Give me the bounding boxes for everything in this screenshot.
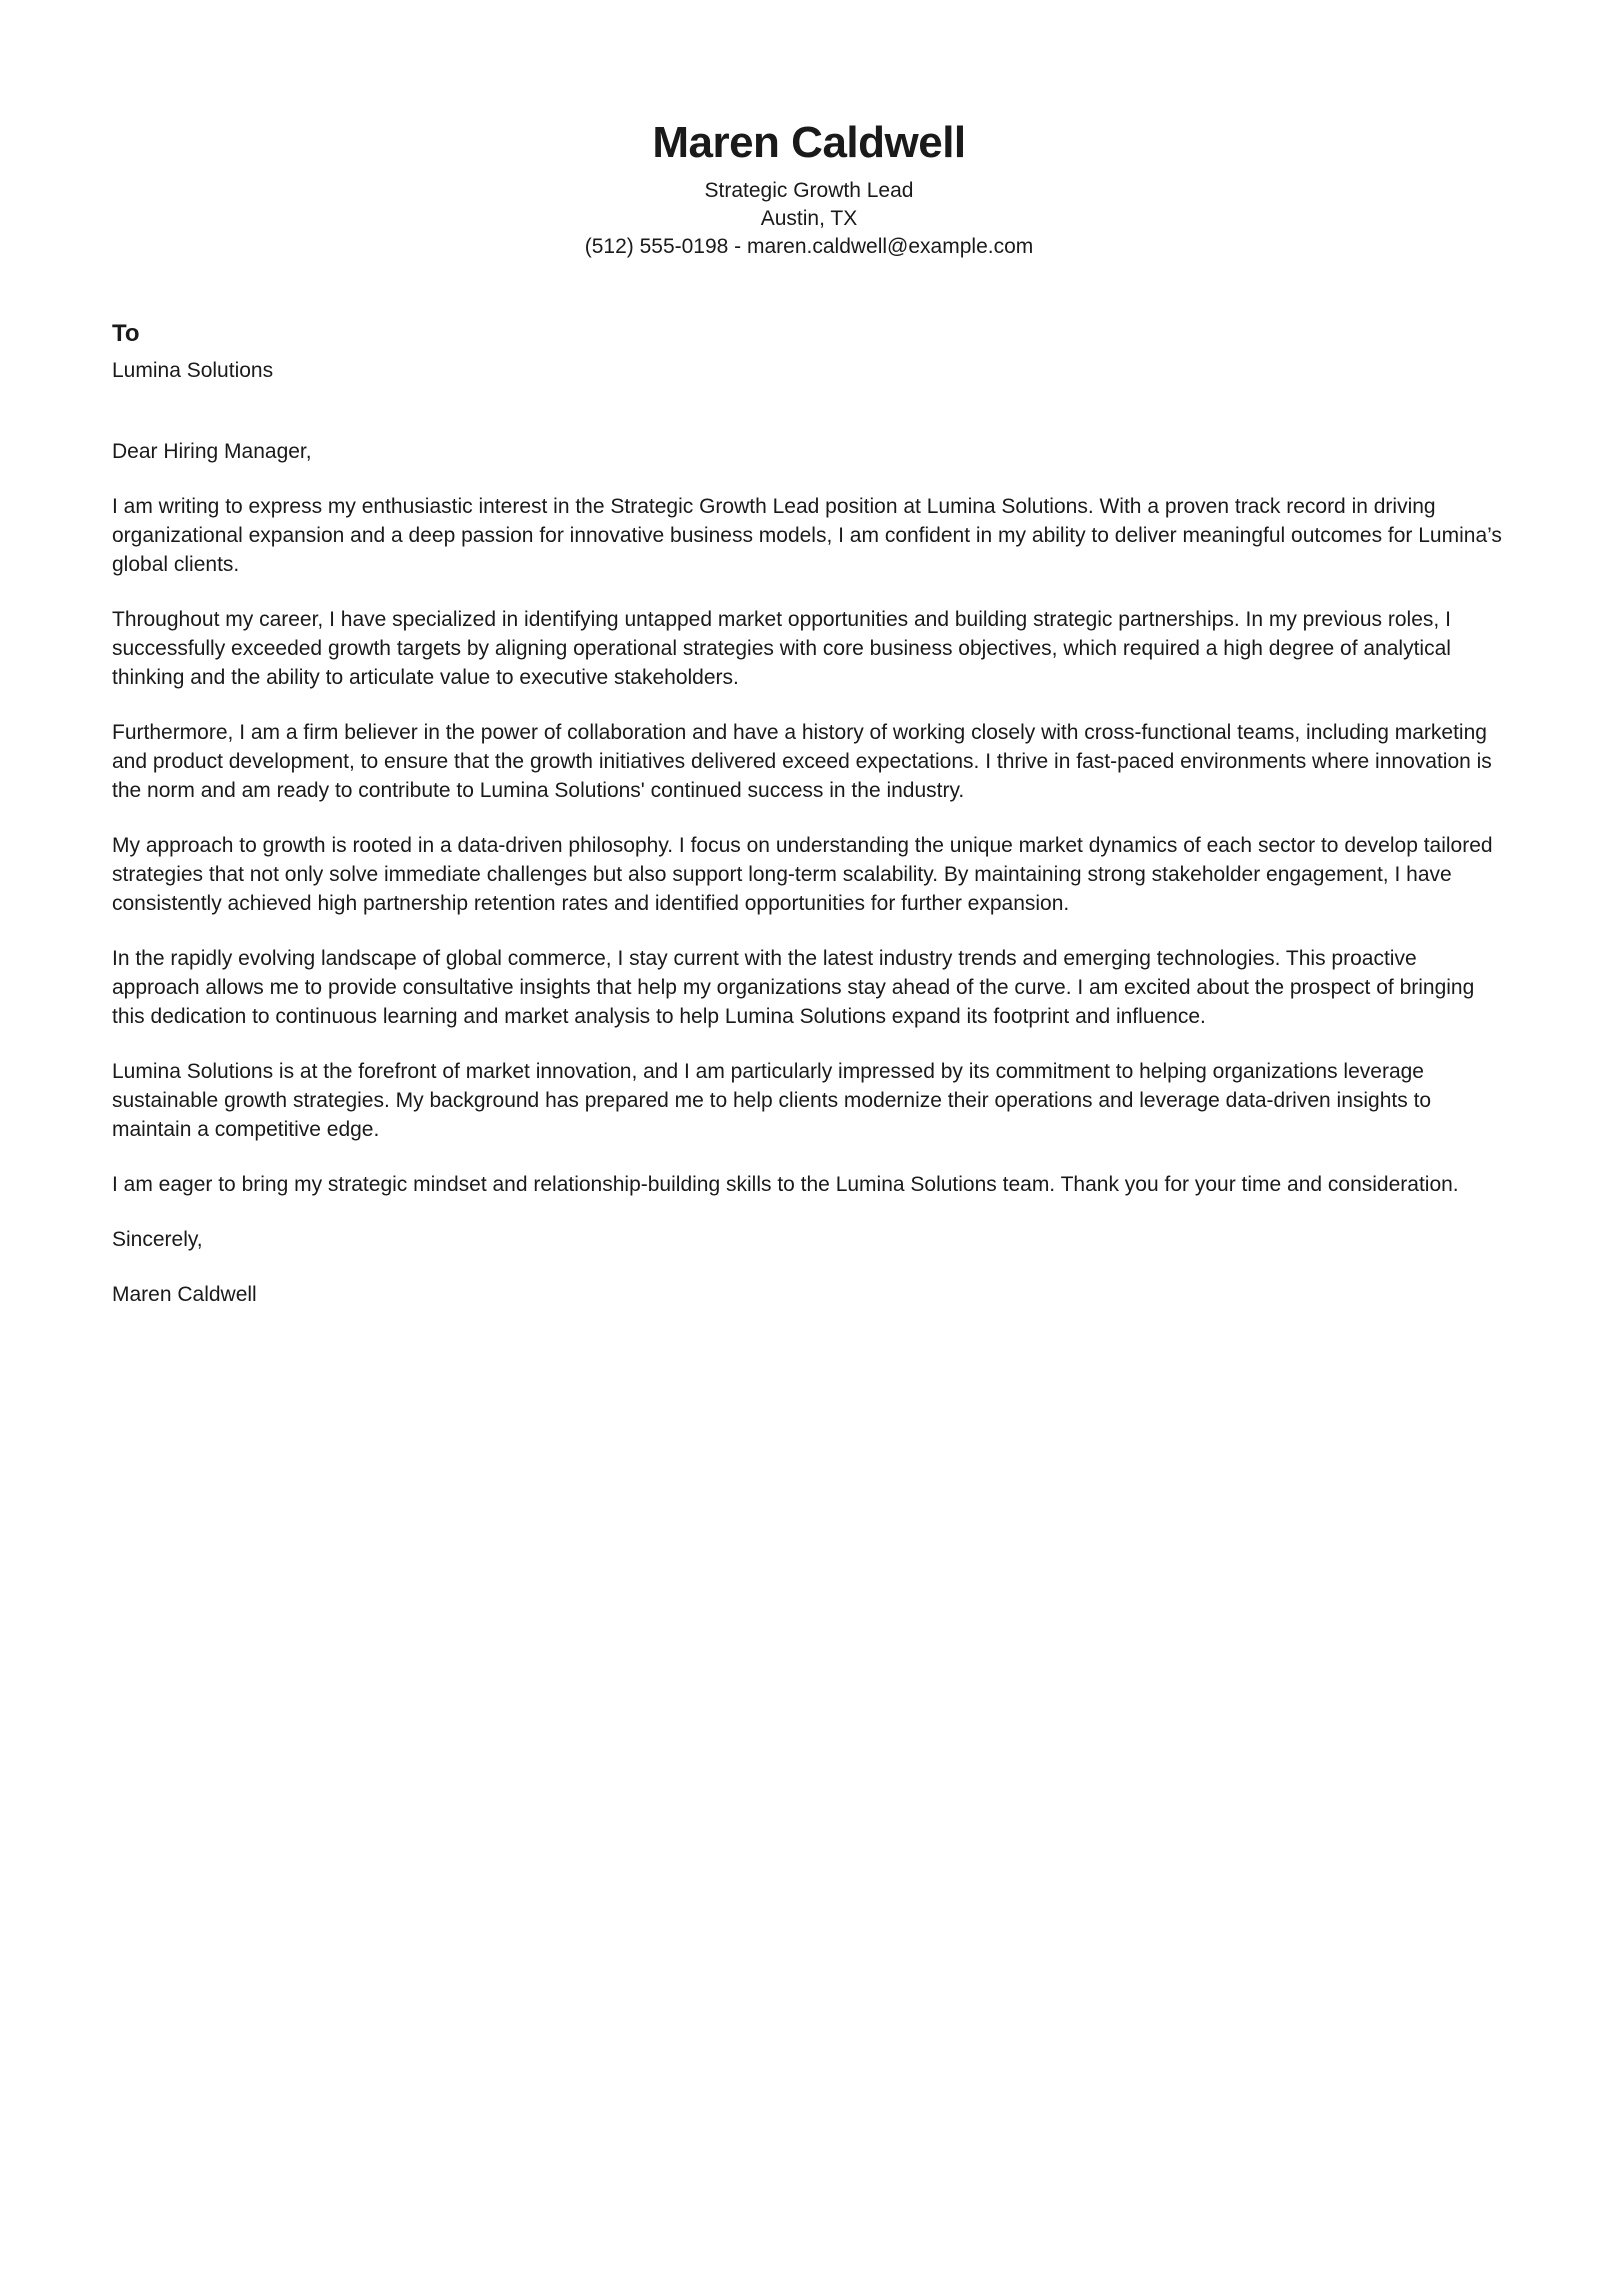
salutation: Dear Hiring Manager,	[112, 440, 312, 463]
contact-block	[112, 177, 1506, 261]
contact-info: (512) 555-0198 - maren.caldwell@example.com	[584, 235, 1034, 258]
applicant-name: Maren Caldwell	[652, 118, 966, 167]
paragraph-2: Throughout my career, I have specialized in identifying untapped market opportunities and building strategic partnerships. In my previous roles, I successfully exceeded growth targets by aligning operational strategies with core business objectives, which required a high degree of analytical thinking and the ability to articulate value to executive stakeholders.	[112, 608, 1451, 689]
paragraph-3: Furthermore, I am a firm believer in the power of collaboration and have a history of working closely with cross-functional teams, including marketing and product development, to ensure that the growth initiatives delivered exceed expectations. I thrive in fast-paced environments where innovation is the norm and am ready to contribute to Lumina Solutions' continued success in the industry.	[112, 721, 1492, 802]
job-title: Strategic Growth Lead	[704, 179, 914, 202]
to-label: To	[112, 320, 140, 347]
paragraph-1: I am writing to express my enthusiastic interest in the Strategic Growth Lead position at Lumina Solutions. With a proven track record in driving organizational expansion and a deep passion for innovative business models, I am confident in my ability to deliver meaningful outcomes for Lumina’s global clients.	[112, 495, 1502, 576]
location: Austin, TX	[760, 207, 858, 230]
closing: Sincerely,	[112, 1228, 203, 1251]
letter-header	[112, 118, 1506, 261]
signature: Maren Caldwell	[112, 1283, 257, 1306]
letter-body	[112, 437, 1506, 1309]
paragraph-6: Lumina Solutions is at the forefront of market innovation, and I am particularly impressed by its commitment to helping organizations leverage sustainable growth strategies. My background has prepared me to help clients modernize their operations and leverage data-driven insights to maintain a competitive edge.	[112, 1060, 1432, 1141]
paragraph-4: My approach to growth is rooted in a data-driven philosophy. I focus on understanding the unique market dynamics of each sector to develop tailored strategies that not only solve immediate challenges but also support long-term scalability. By maintaining strong stakeholder engagement, I have consistently achieved high partnership retention rates and identified opportunities for further expansion.	[112, 834, 1493, 915]
paragraph-5: In the rapidly evolving landscape of global commerce, I stay current with the latest industry trends and emerging technologies. This proactive approach allows me to provide consultative insights that help my organizations stay ahead of the curve. I am excited about the prospect of bringing this dedication to continuous learning and market analysis to help Lumina Solutions expand its footprint and influence.	[112, 947, 1475, 1028]
recipient-block	[112, 319, 1506, 385]
paragraph-7: I am eager to bring my strategic mindset and relationship-building skills to the Lumina Solutions team. Thank you for your time and consideration.	[112, 1173, 1459, 1196]
recipient-company: Lumina Solutions	[112, 359, 274, 382]
